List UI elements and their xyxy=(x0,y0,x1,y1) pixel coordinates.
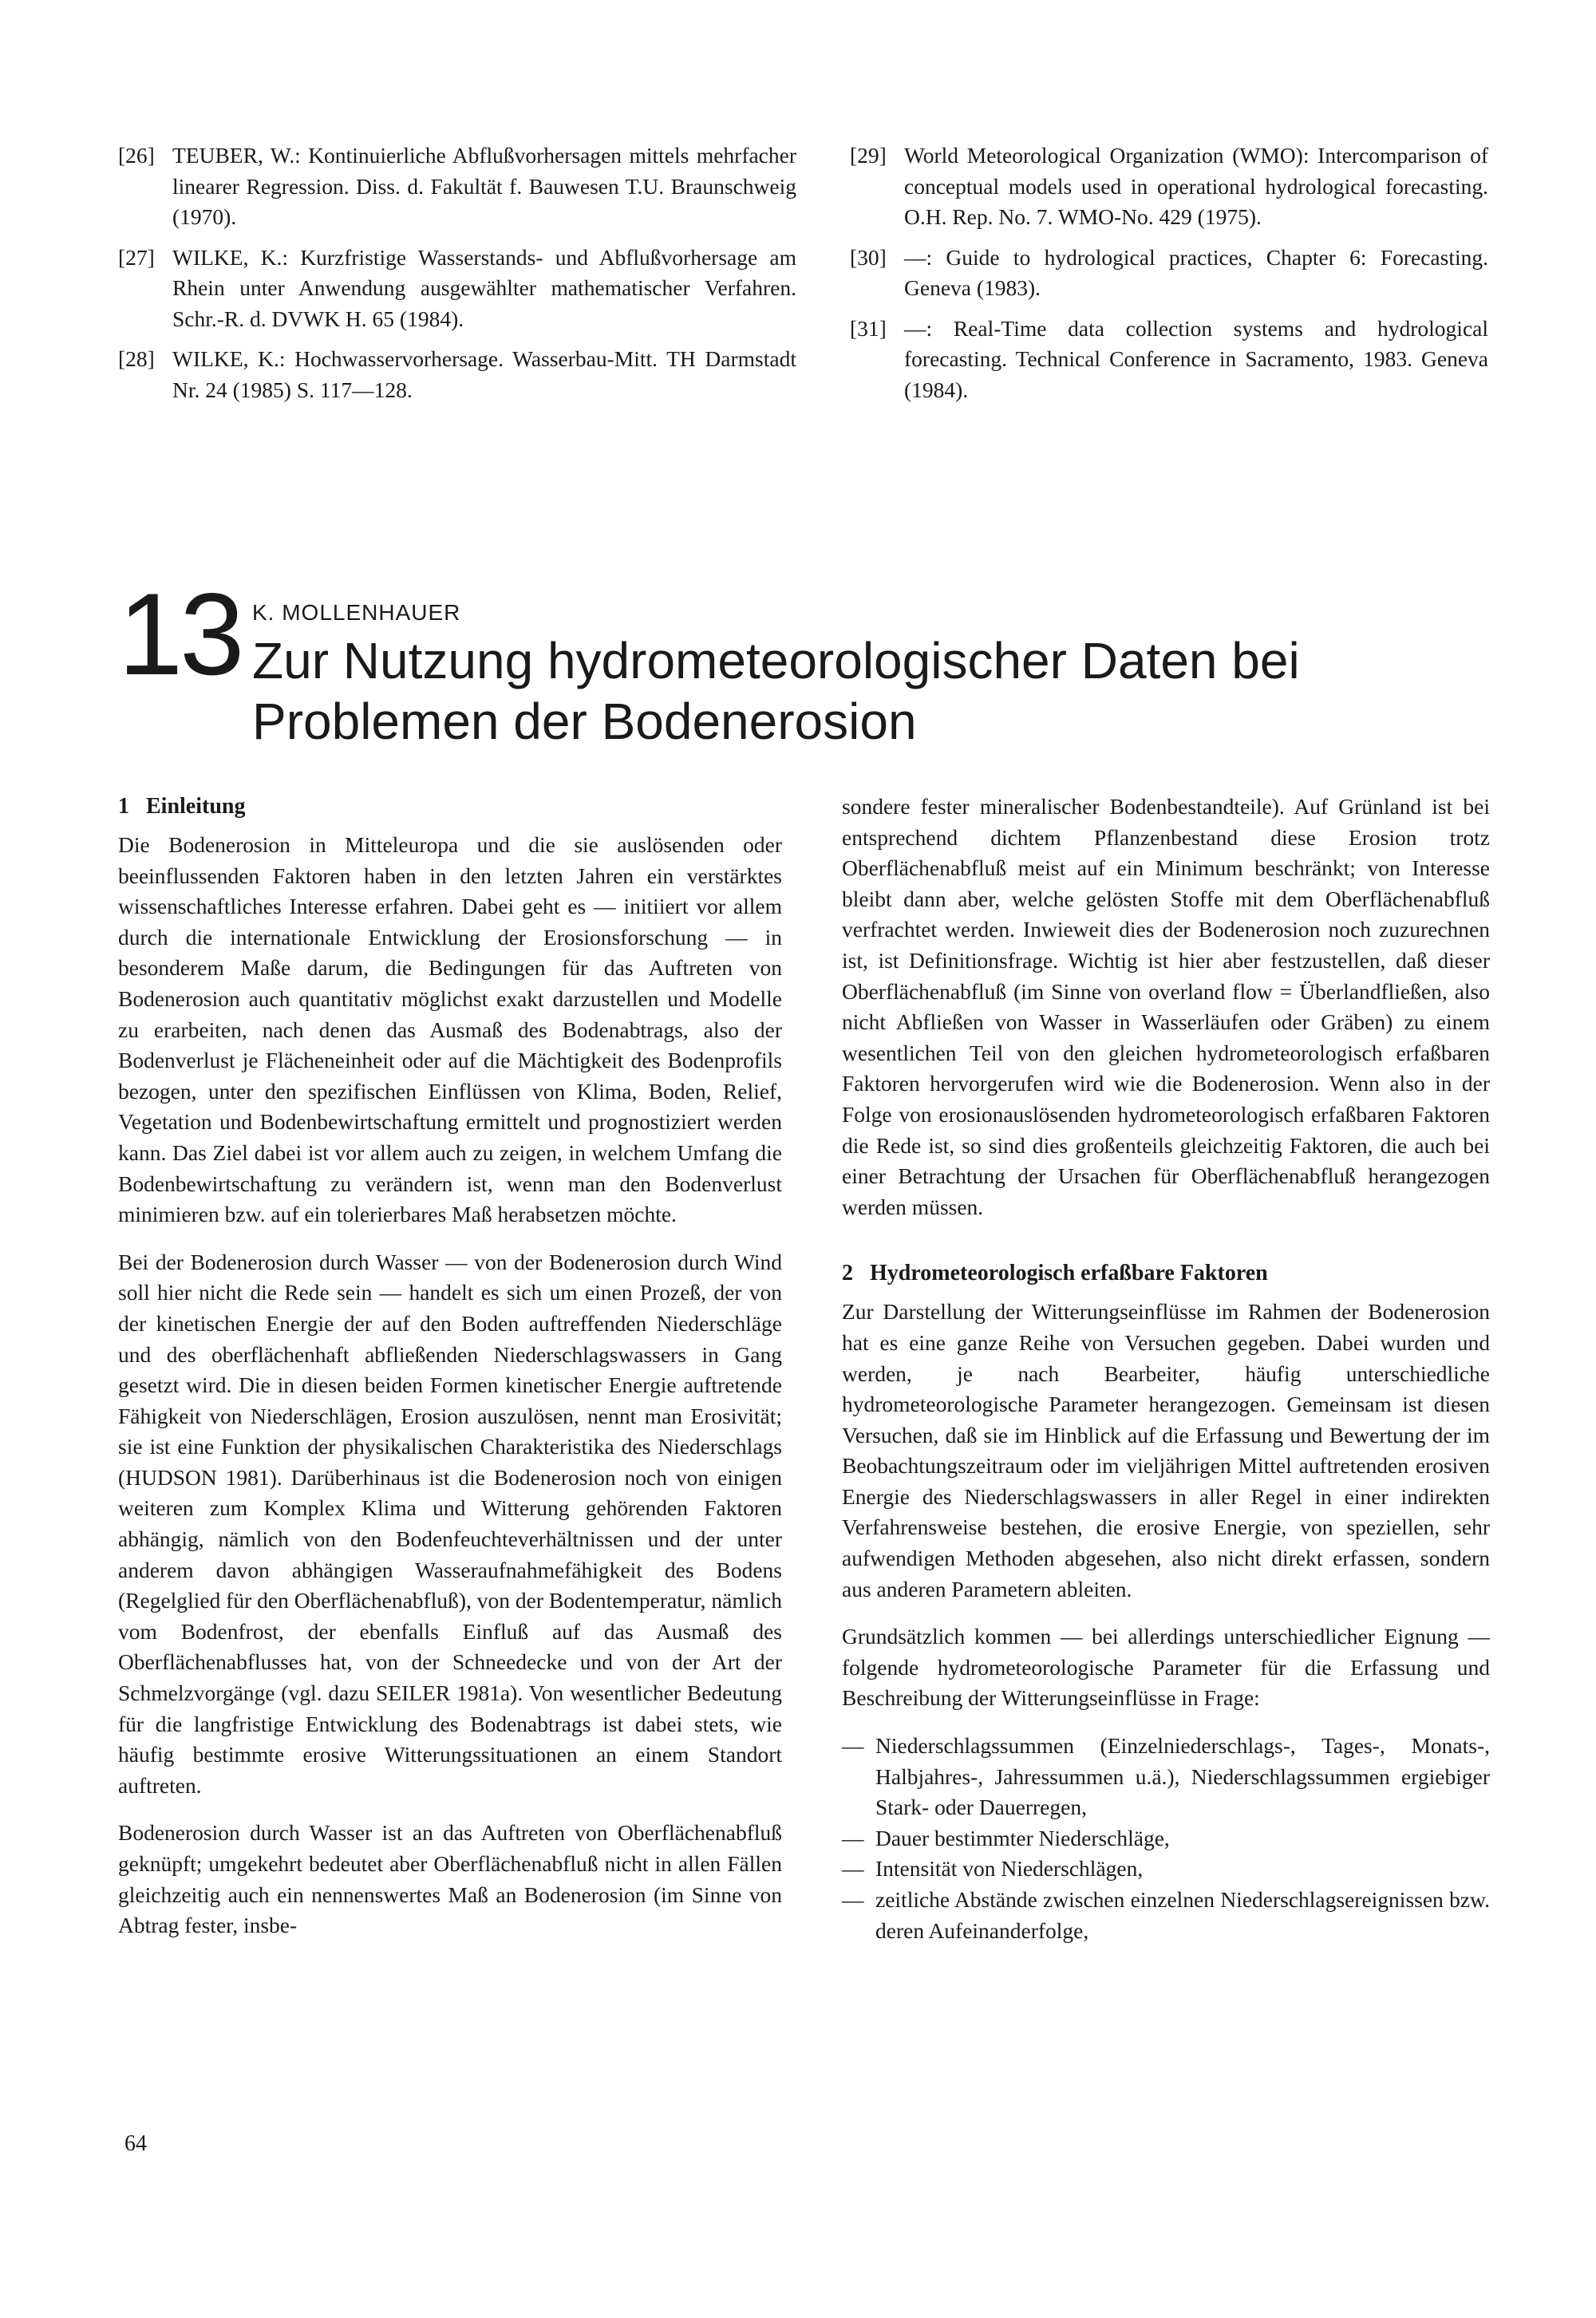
reference-text: —: Real-Time data collection systems and hydrological forecasting. Technical Conference in Sacramento, 1983. Geneva (1984). xyxy=(904,315,1488,402)
section-heading xyxy=(118,792,782,822)
reference-list-left xyxy=(118,140,796,415)
reference-number: [27] xyxy=(118,244,155,270)
paragraph: Bei der Bodenerosion durch Wasser — von der Bodenerosion durch Wind soll hier nicht die Rede sein — handelt es sich um einen Prozeß, der von der kinetischen Energie der auf den Boden auftreffenden Niederschläge und des oberflächenhaft abfließenden Niederschlagswassers in Gang gesetzt wird. Die in diesen beiden Formen kinetischer Energie auftretende Fähigkeit von Niederschlägen, Erosion auszulösen, nennt man Erosivität; sie ist eine Funktion der physikalischen Charakteristika des Niederschlags (HUDSON 1981). Darüberhinaus ist die Bodenerosion noch von einigen weiteren zum Komplex Klima und Witterung gehörenden Faktoren abhängig, nämlich von den Bodenfeuchteverhältnissen und der unter anderem davon abhängigen Wasseraufnahmefähigkeit des Bodens (Regelglied für den Oberflächenabfluß), von der Bodentemperatur, nämlich vom Bodenfrost, der ebenfalls Einfluß auf das Ausmaß des Oberflächenabflusses hat, von der Schneedecke und von der Art der Schmelzvorgänge (vgl. dazu SEILER 1981a). Von wesentlicher Bedeutung für die langfristige Entwicklung des Bodenabtrags ist dabei stets, wie häufig bestimmte erosive Witterungssituationen an einem Standort auftreten. xyxy=(118,1249,782,1798)
reference-entry xyxy=(118,140,796,233)
reference-entry xyxy=(850,243,1488,304)
reference-list-right xyxy=(850,140,1488,415)
reference-entry xyxy=(118,243,796,335)
chapter-title: Zur Nutzung hydrometeorologischer Daten bei Problemen der Bodenerosion xyxy=(252,632,1300,750)
reference-number: [31] xyxy=(850,315,887,341)
reference-entry xyxy=(850,314,1488,406)
section-title: Hydrometeorologisch erfaßbare Faktoren xyxy=(870,1261,1268,1286)
reference-number: [30] xyxy=(850,244,887,270)
body-column-left xyxy=(118,792,782,1958)
list-item xyxy=(842,1854,1490,1885)
reference-number: [29] xyxy=(850,143,887,168)
reference-number: [28] xyxy=(118,346,155,371)
page-number: 64 xyxy=(124,2131,147,2156)
reference-text: —: Guide to hydrological practices, Chapter 6: Forecasting. Geneva (1983). xyxy=(904,244,1488,300)
chapter-number: 13 xyxy=(118,569,242,699)
reference-number: [26] xyxy=(118,143,155,168)
section-number: 1 xyxy=(118,794,129,819)
paragraph: Die Bodenerosion in Mitteleuropa und die sie auslösenden oder beeinflussenden Faktoren haben in den letzten Jahren ein verstärktes wissenschaftliches Interesse erfahren. Dabei geht es — initiiert vor allem durch die internationale Entwicklung der Erosionsforschung — in besonderem Maße darum, die Bedingungen für das Auftreten von Bodenerosion auch quantitativ möglichst exakt darzustellen und Modelle zu erarbeiten, nach denen das Ausmaß des Bodenabtrags, also der Bodenverlust je Flächeneinheit oder auf die Mächtigkeit des Bodenprofils bezogen, unter den spezifischen Einflüssen von Klima, Boden, Relief, Vegetation und Bodenbewirtschaftung ermittelt und prognostiziert werden kann. Das Ziel dabei ist vor allem auch zu zeigen, in welchem Umfang die Bodenbewirtschaftung zu verändern ist, wenn man den Bodenverlust minimieren bzw. auf ein tolerierbares Maß herabsetzen möchte. xyxy=(118,832,782,1227)
paragraph: Bodenerosion durch Wasser ist an das Auftreten von Oberflächenabfluß geknüpft; umgekehrt bedeutet aber Oberflächenabfluß nicht in allen Fällen gleichzeitig auch ein nennenswertes Maß an Bodenerosion (im Sinne von Abtrag fester, insbe- xyxy=(118,1820,782,1938)
body-column-right xyxy=(842,792,1490,1946)
dash-bullet: — xyxy=(842,1887,864,1912)
list-item-text: Niederschlagssummen (Einzelniederschlags-, Tages-, Monats-, Halbjahres-, Jahressummen u.ä.), Niederschlagssummen ergiebiger Stark- oder Dauerregen, xyxy=(875,1733,1490,1820)
reference-text: WILKE, K.: Hochwasservorhersage. Wasserbau-Mitt. TH Darmstadt Nr. 24 (1985) S. 117—128. xyxy=(172,346,796,402)
section-title: Einleitung xyxy=(146,794,246,819)
list-item xyxy=(842,1885,1490,1946)
parameter-list xyxy=(842,1731,1490,1946)
reference-entry xyxy=(118,344,796,405)
paragraph: sondere fester mineralischer Bodenbestandteile). Auf Grünland ist bei entsprechend dichtem Pflanzenbestand diese Erosion trotz Oberflächenabfluß meist auf ein Minimum beschränkt; von Interesse bleibt dann aber, welche gelösten Stoffe mit dem Oberflächenabfluß verfrachtet werden. Inwieweit dies der Bodenerosion noch zuzurechnen ist, ist Definitionsfrage. Wichtig ist hier aber festzustellen, daß dieser Oberflächenabfluß (im Sinne von overland flow = Überlandfließen, also nicht Abfließen von Wasser in Wasserläufen oder Gräben) zu einem wesentlichen Teil von den gleichen hydrometeorologisch erfaßbaren Faktoren hervorgerufen wird wie die Bodenerosion. Wenn also in der Folge von erosionauslösenden hydrometeorologisch erfaßbaren Faktoren die Rede ist, so sind dies großenteils gleichzeitig Faktoren, die auch bei einer Betrachtung der Ursachen für Oberflächenabfluß herangezogen werden müssen. xyxy=(842,794,1490,1219)
reference-entry xyxy=(850,140,1488,233)
list-item-text: zeitliche Abstände zwischen einzelnen Niederschlagsereignissen bzw. deren Aufeinanderfolge, xyxy=(875,1887,1490,1943)
paragraph: Grundsätzlich kommen — bei allerdings unterschiedlicher Eignung — folgende hydrometeorologische Parameter für die Erfassung und Beschreibung der Witterungseinflüsse in Frage: xyxy=(842,1624,1490,1711)
dash-bullet: — xyxy=(842,1825,864,1850)
section-heading xyxy=(842,1258,1490,1289)
paragraph: Zur Darstellung der Witterungseinflüsse im Rahmen der Bodenerosion hat es eine ganze Reihe von Versuchen gegeben. Dabei wurden und werden, je nach Bearbeiter, häufig unterschiedliche hydrometeorologische Parameter herangezogen. Gemeinsam ist diesen Versuchen, daß sie im Hinblick auf die Erfassung und Bewertung der im Beobachtungszeitraum oder im vieljährigen Mittel auftretenden erosiven Energie des Niederschlagswassers in aller Regel in einer indirekten Verfahrensweise bestehen, die erosive Energie, von speziellen, sehr aufwendigen Methoden abgesehen, also nicht direkt erfassen, sondern aus anderen Parametern ableiten. xyxy=(842,1299,1490,1601)
list-item-text: Dauer bestimmter Niederschläge, xyxy=(875,1825,1170,1850)
reference-text: World Meteorological Organization (WMO): Intercomparison of conceptual models used in operational hydrological forecasting. O.H. Rep. No. 7. WMO-No. 429 (1975). xyxy=(904,143,1488,229)
section-number: 2 xyxy=(842,1261,853,1286)
reference-text: WILKE, K.: Kurzfristige Wasserstands- und Abflußvorhersage am Rhein unter Anwendung ausgewählter mathematischer Verfahren. Schr.-R. d. DVWK H. 65 (1984). xyxy=(172,244,796,331)
list-item-text: Intensität von Niederschlägen, xyxy=(875,1856,1144,1882)
list-item xyxy=(842,1731,1490,1823)
chapter-author: K. MOLLENHAUER xyxy=(252,600,461,625)
list-item xyxy=(842,1823,1490,1854)
dash-bullet: — xyxy=(842,1856,864,1882)
reference-text: TEUBER, W.: Kontinuierliche Abflußvorhersagen mittels mehrfacher linearer Regression. Diss. d. Fakultät f. Bauwesen T.U. Braunschweig (1970). xyxy=(172,143,796,229)
dash-bullet: — xyxy=(842,1733,864,1759)
